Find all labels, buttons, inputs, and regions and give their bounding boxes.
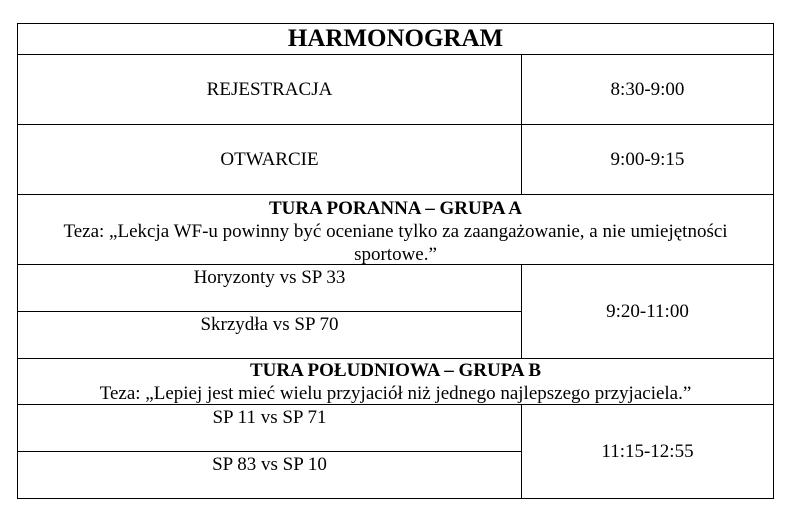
round-a-header bbox=[18, 195, 773, 264]
table-border-right bbox=[773, 23, 774, 499]
round-b-time: 11:15-12:55 bbox=[601, 440, 694, 462]
round-b-thesis: Teza: „Lepiej jest mieć wielu przyjaciół niż jednego najlepszego przyjaciela.” bbox=[99, 383, 692, 404]
round-b-heading: TURA POŁUDNIOWA – GRUPA B bbox=[249, 360, 541, 381]
round-a-heading: TURA PORANNA – GRUPA A bbox=[269, 198, 522, 219]
round-b-match: SP 83 vs SP 10 bbox=[212, 454, 327, 475]
opening-label: OTWARCIE bbox=[220, 148, 319, 170]
registration-label: REJESTRACJA bbox=[206, 78, 333, 100]
round-a-thesis: Teza: „Lekcja WF-u powinny być oceniane tylko za zaangażowanie, a nie umiejętności sportowe.” bbox=[63, 221, 728, 265]
round-a-time: 9:20-11:00 bbox=[606, 300, 689, 322]
schedule-table bbox=[17, 23, 774, 499]
registration-time: 8:30-9:00 bbox=[610, 78, 685, 100]
table-border-bottom bbox=[17, 498, 774, 499]
round-a-match: Skrzydła vs SP 70 bbox=[200, 314, 339, 335]
round-a-match: Horyzonty vs SP 33 bbox=[193, 267, 346, 288]
page-title: HARMONOGRAM bbox=[287, 25, 504, 52]
round-b-header bbox=[18, 359, 773, 404]
opening-time: 9:00-9:15 bbox=[610, 148, 685, 170]
round-b-match: SP 11 vs SP 71 bbox=[212, 407, 327, 428]
